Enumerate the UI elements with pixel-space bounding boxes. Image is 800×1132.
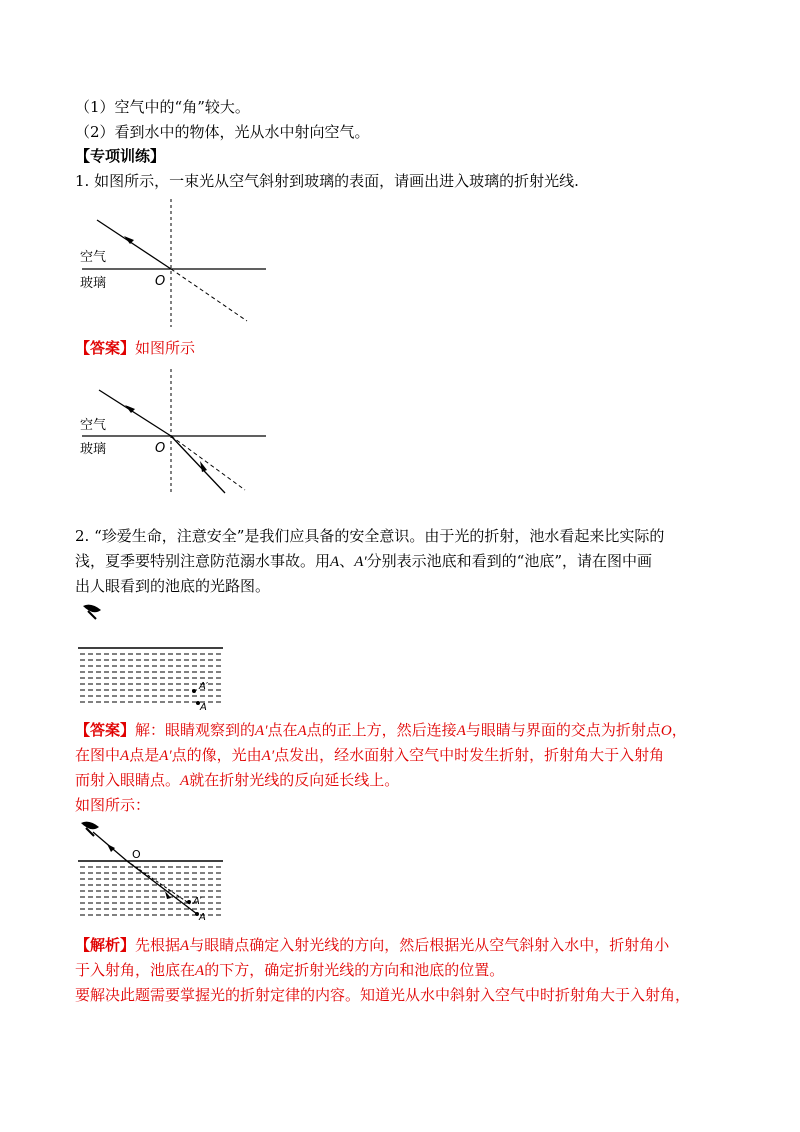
svg-text:空气: 空气: [80, 418, 107, 433]
q2-analysis-line1: 【解析】先根据A与眼睛点确定入射光线的方向，然后根据光从空气斜射入水中，折射角小: [75, 936, 670, 954]
intro-point-2: （2）看到水中的物体，光从水中射向空气。: [75, 123, 370, 141]
water-dashes: [80, 867, 222, 915]
q2-question-line1: 2. “珍爱生命，注意安全”是我们应具备的安全意识。由于光的折射，池水看起来比实际的: [75, 527, 665, 545]
label-o: O: [132, 848, 141, 861]
q2-question-line2: 浅，夏季要特别注意防范溺水事故。用A、A′分别表示池底和看到的“池底”，请在图中画: [75, 552, 652, 570]
q2-answer-line4: 如图所示：: [75, 796, 151, 814]
q2-question-line3: 出人眼看到的池底的光路图。: [75, 577, 271, 595]
q2-figure: [75, 600, 235, 715]
q2-analysis-line2: 于入射角，池底在A的下方，确定折射光线的方向和池底的位置。: [75, 961, 505, 979]
label-air: 空气: [80, 250, 107, 265]
label-glass: 玻璃: [80, 276, 107, 291]
q2-answer-line3: 而射入眼睛点。A就在折射光线的反向延长线上。: [75, 771, 400, 789]
svg-text:A: A: [199, 912, 206, 923]
section-title: 【专项训练】: [75, 147, 166, 165]
label-o: O: [155, 274, 166, 289]
intro-point-1: （1）空气中的“角”较大。: [75, 98, 250, 116]
label-a: A: [200, 702, 207, 713]
svg-text:A′: A′: [193, 896, 203, 907]
q1-figure: [75, 195, 275, 330]
answer-tag: 【答案】: [75, 339, 136, 357]
answer-text: 如图所示: [135, 339, 196, 357]
q2-answer-line2: 在图中A点是A′点的像，光由A′点发出，经水面射入空气中时发生折射，折射角大于入射角: [75, 746, 665, 764]
q2-answer-line1: 【答案】解：眼睛观察到的A′点在A点的正上方，然后连接A与眼睛与界面的交点为折射点O，: [75, 721, 687, 739]
q1-answer: [75, 337, 195, 359]
label-a-prime: A′: [199, 681, 209, 692]
svg-text:O: O: [155, 441, 166, 456]
eye-icon: [83, 605, 101, 619]
q1-answer-figure: [75, 365, 275, 495]
svg-text:玻璃: 玻璃: [80, 442, 107, 457]
water-dashes: [80, 654, 222, 702]
eye-icon: [81, 822, 99, 836]
q2-answer-figure: [75, 818, 235, 928]
q1-question: 1. 如图所示，一束光从空气斜射到玻璃的表面，请画出进入玻璃的折射光线.: [75, 172, 579, 190]
q2-analysis-line3: 要解决此题需要掌握光的折射定律的内容。知道光从水中斜射入空气中时折射角大于入射角，: [75, 986, 691, 1004]
